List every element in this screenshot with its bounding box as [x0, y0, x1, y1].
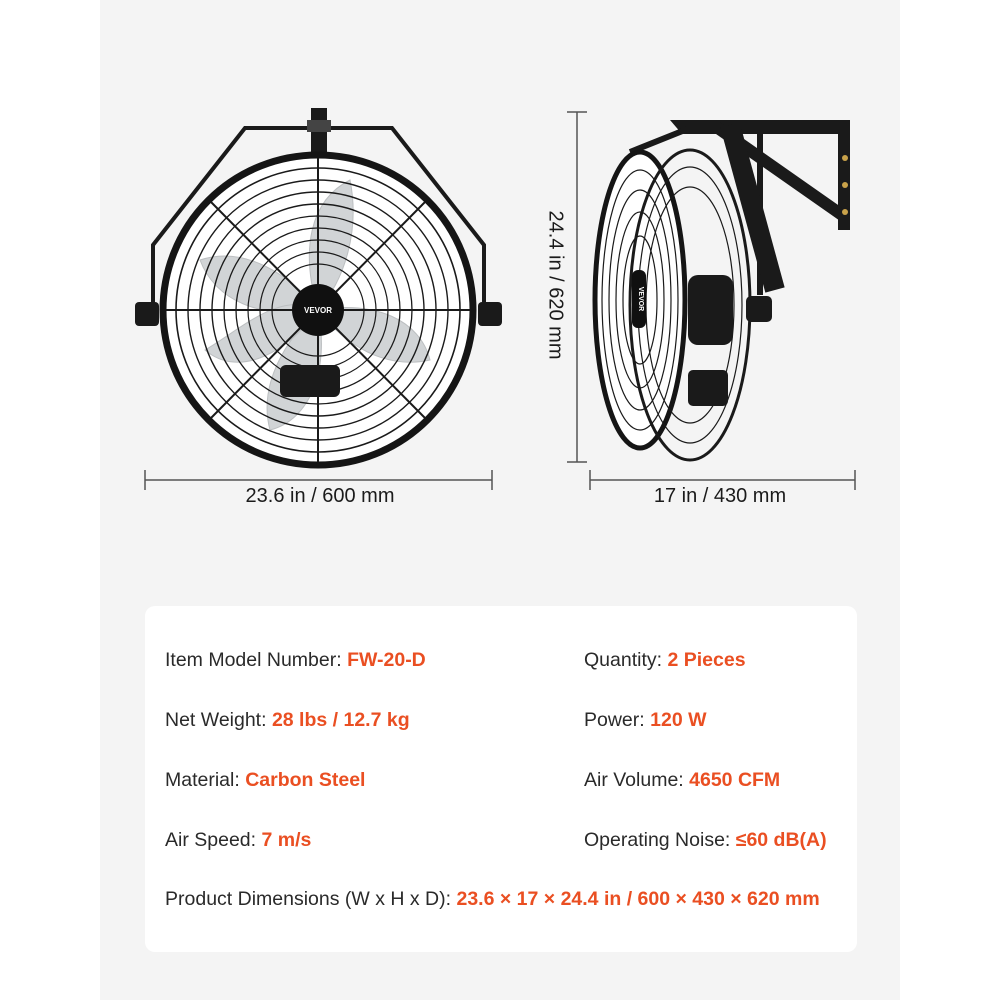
side-fan-image [595, 120, 850, 460]
spec-air-speed-value: 7 m/s [261, 829, 312, 851]
front-width-label: 23.6 in / 600 mm [245, 485, 395, 507]
spec-air-speed [165, 829, 311, 852]
spec-dimensions-label: Product Dimensions (W x H x D): [165, 888, 452, 910]
spec-model-label: Item Model Number: [165, 649, 342, 671]
spec-weight-label: Net Weight: [165, 709, 267, 731]
spec-card [145, 606, 857, 952]
height-label: 24.4 in / 620 mm [544, 210, 567, 360]
spec-air-volume-label: Air Volume: [584, 769, 684, 791]
spec-power [584, 709, 706, 732]
spec-material-value: Carbon Steel [245, 769, 366, 791]
spec-weight [165, 709, 410, 732]
spec-weight-value: 28 lbs / 12.7 kg [271, 709, 410, 731]
spec-noise [584, 829, 827, 852]
front-fan-image [135, 108, 502, 465]
spec-model [165, 649, 426, 672]
spec-noise-label: Operating Noise: [584, 829, 731, 851]
spec-material-label: Material: [165, 769, 240, 791]
spec-power-label: Power: [584, 709, 645, 731]
spec-quantity-label: Quantity: [584, 649, 663, 671]
spec-dimensions [165, 888, 820, 911]
spec-noise-value: ≤60 dB(A) [735, 829, 827, 851]
spec-dimensions-value: 23.6 × 17 × 24.4 in / 600 × 430 × 620 mm [456, 888, 820, 910]
side-motor [688, 275, 733, 345]
spec-quantity [584, 649, 746, 672]
spec-power-value: 120 W [650, 709, 707, 731]
spec-material [165, 769, 365, 792]
spec-air-volume [584, 769, 780, 792]
spec-model-value: FW-20-D [347, 649, 426, 671]
side-control-box [688, 370, 728, 406]
side-depth-label: 17 in / 430 mm [653, 485, 787, 507]
spec-quantity-value: 2 Pieces [667, 649, 746, 671]
spec-air-volume-value: 4650 CFM [689, 769, 781, 791]
front-left-knob [135, 302, 159, 326]
spec-air-speed-label: Air Speed: [165, 829, 257, 851]
front-control-box [280, 365, 340, 397]
front-hub-brand: VEVOR [303, 306, 333, 315]
front-right-knob [478, 302, 502, 326]
side-hub-brand: VEVOR [637, 286, 644, 312]
